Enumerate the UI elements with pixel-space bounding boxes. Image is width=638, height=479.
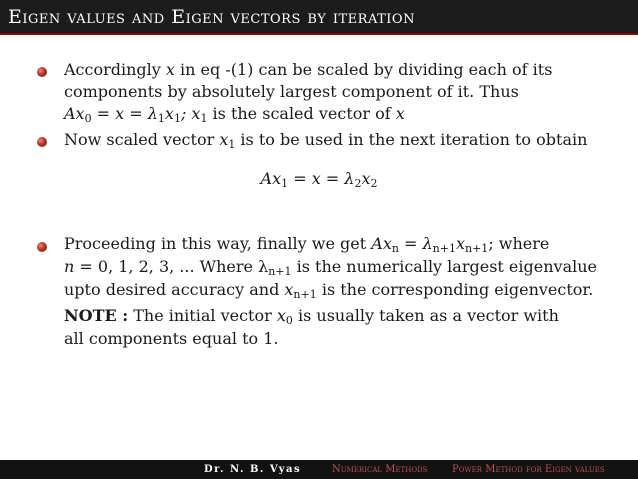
subscript: 0 bbox=[285, 314, 293, 327]
subscript: 1 bbox=[228, 138, 236, 151]
bullet1-line3 bbox=[64, 104, 405, 129]
text: is the numerically largest eigenvalue bbox=[291, 257, 597, 276]
footer-author: Dr. N. B. Vyas bbox=[204, 464, 302, 475]
bullet3-line4 bbox=[64, 306, 559, 331]
subscript: 1 bbox=[157, 112, 165, 125]
bullet2-line1 bbox=[64, 130, 587, 155]
math: = λ bbox=[398, 234, 433, 253]
footer-topic: Power Method for Eigen values bbox=[452, 464, 605, 475]
math: Ax bbox=[371, 234, 392, 253]
bullet1-line2 bbox=[64, 82, 519, 102]
text: The initial vector bbox=[128, 306, 277, 325]
bullet-icon bbox=[37, 67, 47, 77]
bullet3-line2 bbox=[64, 257, 597, 282]
math: x bbox=[455, 234, 465, 253]
math-var: x bbox=[165, 60, 175, 79]
text: Now scaled vector bbox=[64, 130, 220, 149]
text: is to be used in the next iteration to obtain bbox=[235, 130, 588, 149]
subscript: n bbox=[391, 242, 399, 255]
subscript: 1 bbox=[200, 112, 208, 125]
display-equation bbox=[0, 169, 638, 194]
text: all components equal to 1. bbox=[64, 329, 279, 348]
subscript: n+1 bbox=[465, 242, 489, 255]
math-var: x bbox=[284, 280, 294, 299]
math: x bbox=[361, 169, 371, 188]
math: = x = λ bbox=[91, 104, 158, 123]
subscript: 0 bbox=[84, 112, 92, 125]
bullet-icon bbox=[37, 242, 47, 252]
math-var: x bbox=[395, 104, 405, 123]
footer-bar bbox=[0, 460, 638, 479]
subscript: 2 bbox=[354, 177, 362, 190]
bullet3-line3 bbox=[64, 280, 593, 305]
text: is the scaled vector of bbox=[207, 104, 396, 123]
bullet3-line1 bbox=[64, 234, 549, 259]
math: Ax bbox=[260, 169, 282, 188]
math: Ax bbox=[64, 104, 85, 123]
text: Proceeding in this way, finally we get bbox=[64, 234, 372, 253]
subscript: 1 bbox=[173, 112, 181, 125]
math: ; x bbox=[180, 104, 201, 123]
text: = 0, 1, 2, 3, ... Where λ bbox=[74, 257, 269, 276]
bullet-icon bbox=[37, 137, 47, 147]
subscript: n+1 bbox=[293, 288, 317, 301]
text: in eq -(1) can be scaled by dividing each of its bbox=[174, 60, 553, 79]
slide-title: Eigen values and Eigen vectors by iteration bbox=[8, 5, 415, 28]
note-label: NOTE : bbox=[64, 306, 129, 325]
footer-course: Numerical Methods bbox=[332, 464, 428, 475]
bullet1-line1 bbox=[64, 60, 552, 80]
math-var: x bbox=[219, 130, 229, 149]
text: components by absolutely largest component of it. Thus bbox=[64, 82, 519, 101]
math-var: x bbox=[276, 306, 286, 325]
text: upto desired accuracy and bbox=[64, 280, 285, 299]
math: x bbox=[164, 104, 174, 123]
math: = x = λ bbox=[288, 169, 355, 188]
subscript: n+1 bbox=[268, 265, 292, 278]
math-var: n bbox=[64, 257, 75, 276]
text: ; where bbox=[488, 234, 550, 253]
subscript: 1 bbox=[281, 177, 289, 190]
text: is usually taken as a vector with bbox=[292, 306, 559, 325]
text: is the corresponding eigenvector. bbox=[316, 280, 594, 299]
subscript: n+1 bbox=[432, 242, 456, 255]
subscript: 2 bbox=[370, 177, 378, 190]
bullet3-line5 bbox=[64, 329, 278, 349]
text: Accordingly bbox=[64, 60, 166, 79]
